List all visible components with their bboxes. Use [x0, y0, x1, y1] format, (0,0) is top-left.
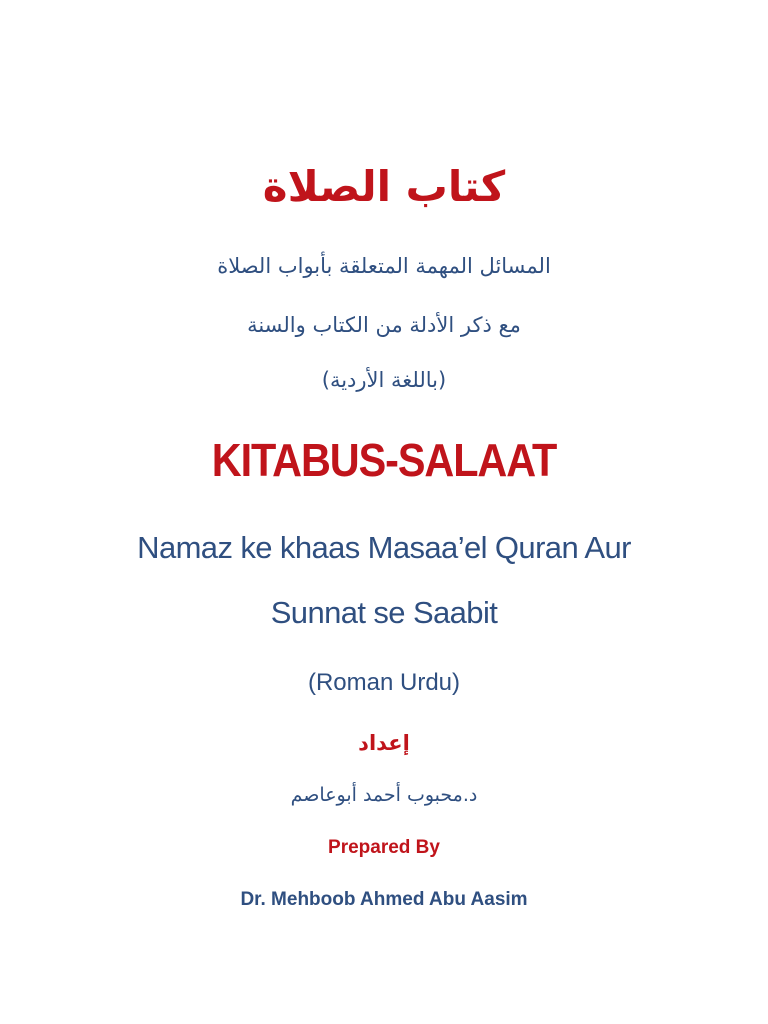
arabic-title: كتاب الصلاة — [262, 162, 506, 211]
english-author-name: Dr. Mehboob Ahmed Abu Aasim — [240, 889, 528, 910]
english-language-note: (Roman Urdu) — [307, 669, 461, 696]
arabic-prepared-by-label: إعداد — [358, 731, 410, 755]
arabic-subtitle-line-1: المسائل المهمة المتعلقة بأبواب الصلاة — [217, 254, 551, 278]
english-title: KITABUS-SALAAT — [211, 434, 557, 486]
arabic-language-note: (باللغة الأردية) — [321, 368, 447, 392]
arabic-subtitle-line-2: مع ذكر الأدلة من الكتاب والسنة — [247, 313, 521, 337]
english-prepared-by-label: Prepared By — [328, 837, 440, 858]
arabic-author-name: د.محبوب أحمد أبوعاصم — [290, 784, 478, 806]
english-subtitle-line-2: Sunnat se Saabit — [270, 595, 498, 630]
english-subtitle-line-1: Namaz ke khaas Masaa’el Quran Aur — [137, 530, 631, 565]
